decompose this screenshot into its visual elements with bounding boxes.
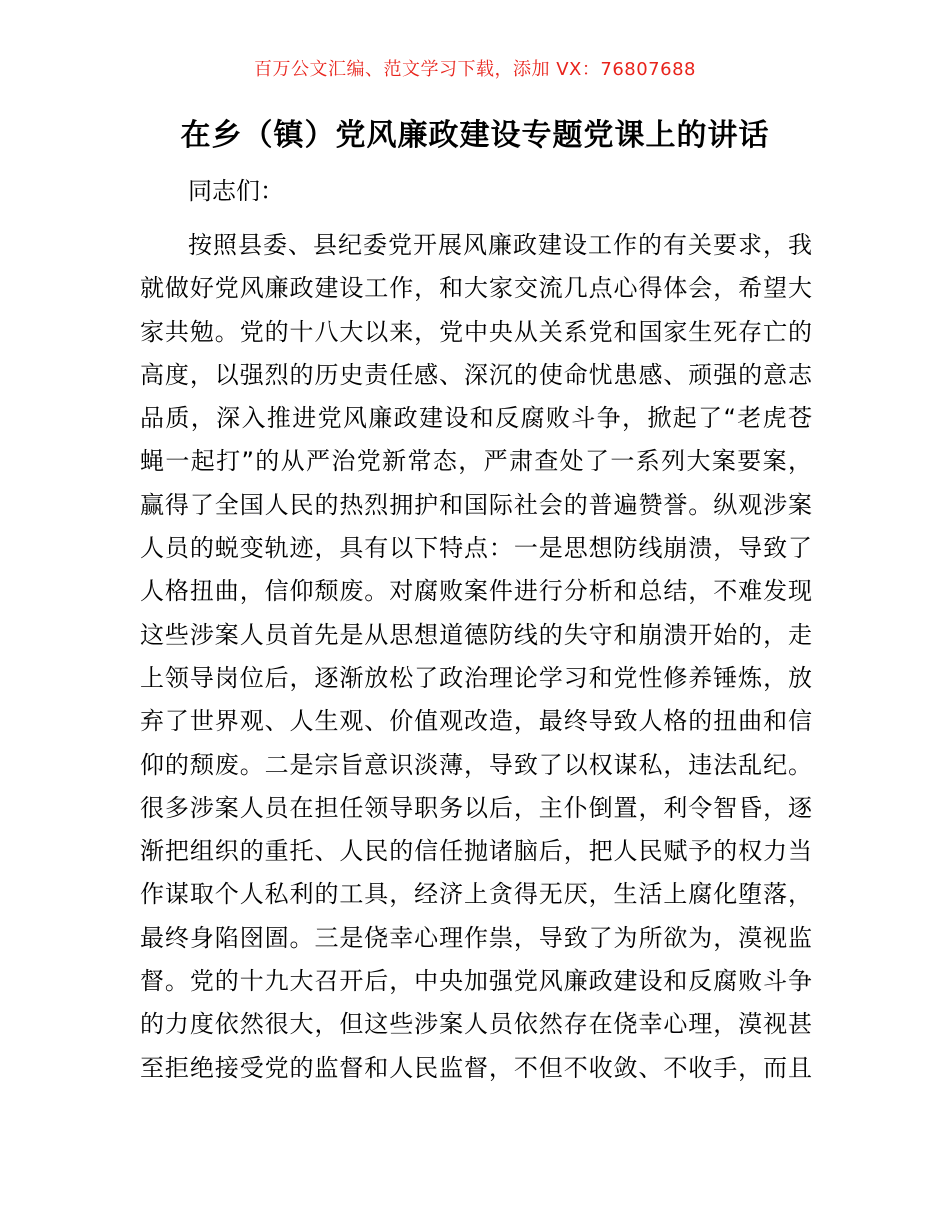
body-line: 品质，深入推进党风廉政建设和反腐败斗争，掀起了“老虎苍: [140, 404, 812, 433]
body-line: 这些涉案人员首先是从思想道德防线的失守和崩溃开始的，走: [140, 620, 812, 649]
body-line: 按照县委、县纪委党开展风廉政建设工作的有关要求，我: [188, 231, 812, 259]
body-line: 高度，以强烈的历史责任感、深沉的使命忧患感、顽强的意志: [140, 360, 812, 389]
body-line: 人格扭曲，信仰颓废。对腐败案件进行分析和总结，不难发现: [140, 577, 812, 606]
body-line: 上领导岗位后，逐渐放松了政治理论学习和党性修养锤炼，放: [140, 663, 812, 692]
document-title: 在乡（镇）党风廉政建设专题党课上的讲话: [180, 118, 770, 153]
body-line: 很多涉案人员在担任领导职务以后，主仆倒置，利令智昏，逐: [140, 793, 812, 822]
body-line: 最终身陷囹圄。三是侥幸心理作祟，导致了为所欲为，漠视监: [140, 923, 812, 952]
document-body: [140, 224, 812, 1090]
body-line: 仰的颓废。二是宗旨意识淡薄，导致了以权谋私，违法乱纪。: [140, 750, 812, 779]
body-line: 家共勉。党的十八大以来，党中央从关系党和国家生死存亡的: [140, 317, 812, 346]
body-line: 的力度依然很大，但这些涉案人员依然存在侥幸心理，漠视甚: [140, 1010, 812, 1039]
header-watermark-note: 百万公文汇编、范文学习下载，添加 VX：76807688: [254, 59, 696, 80]
body-line: 渐把组织的重托、人民的信任抛诸脑后，把人民赋予的权力当: [140, 837, 812, 866]
greeting: 同志们：: [188, 177, 284, 205]
body-line: 人员的蜕变轨迹，具有以下特点：一是思想防线崩溃，导致了: [140, 534, 812, 563]
body-line: 就做好党风廉政建设工作，和大家交流几点心得体会，希望大: [140, 274, 812, 303]
body-line: 弃了世界观、人生观、价值观改造，最终导致人格的扭曲和信: [140, 707, 812, 736]
body-line: 至拒绝接受党的监督和人民监督，不但不收敛、不收手，而且: [140, 1053, 812, 1082]
body-line: 蝇一起打”的从严治党新常态，严肃查处了一系列大案要案，: [140, 447, 812, 476]
body-line: 赢得了全国人民的热烈拥护和国际社会的普遍赞誉。纵观涉案: [140, 490, 812, 519]
body-line: 作谋取个人私利的工具，经济上贪得无厌，生活上腐化堕落，: [140, 880, 812, 909]
body-line: 督。党的十九大召开后，中央加强党风廉政建设和反腐败斗争: [140, 967, 812, 996]
